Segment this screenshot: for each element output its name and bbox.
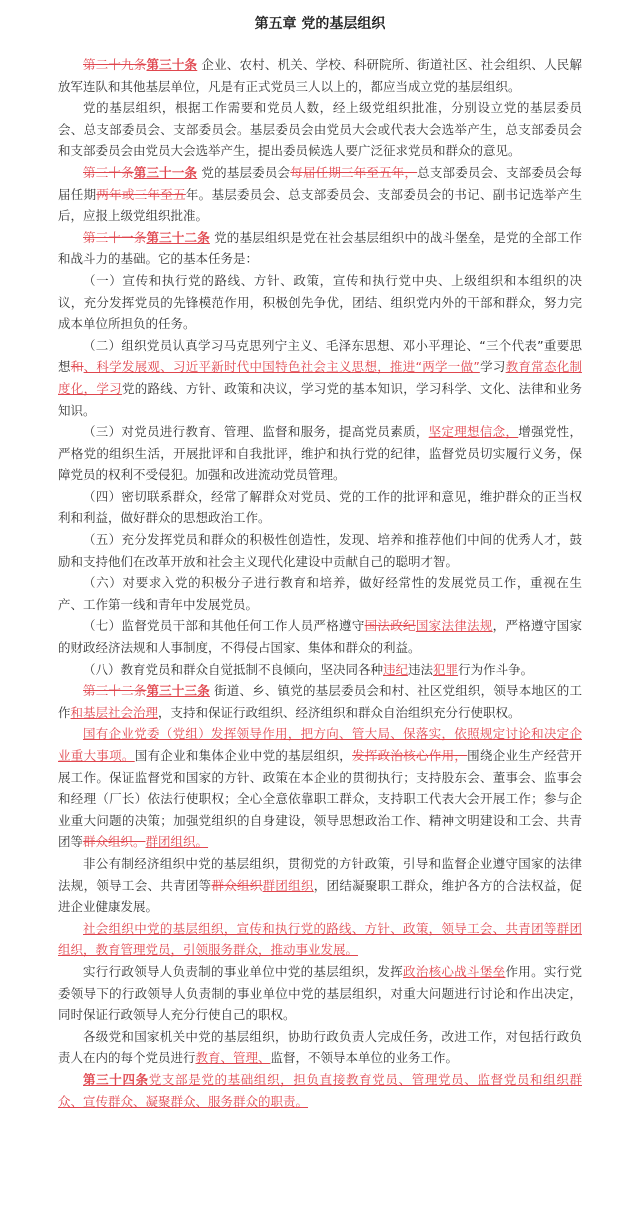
- text-run: 违法: [408, 661, 434, 677]
- text-run: （八）教育党员和群众自觉抵制不良倾向，坚决同各种: [83, 661, 384, 677]
- paragraph: [58, 1069, 582, 1112]
- deleted-text: 第三十条: [83, 164, 134, 180]
- inserted-text: 第三十一条: [133, 164, 198, 180]
- text-run: ，严格遵守国家的财政经济法规和人事制度，不得侵占国家、集体和群众的利益。: [58, 618, 582, 656]
- paragraph: [58, 162, 582, 227]
- text-run: （七）监督党员干部和其他任何工作人员严格遵守: [83, 618, 365, 634]
- text-run: 党的基层组织，根据工作需要和党员人数，经上级党组织批准，分别设立党的基层委员会、总支部委员会、支部委员会。基层委员会由党员大会或代表大会选举产生，总支部委员会和支部委员会由党员大会选举产生，提出委员候选人要广泛征求党员和群众的意见。: [58, 100, 582, 159]
- deleted-text: 和: [70, 359, 84, 375]
- text-run: 实行行政领导人负责制的事业单位中党的基层组织，发挥: [83, 963, 404, 979]
- inserted-text: 和基层社会治理: [70, 704, 159, 720]
- paragraph: [58, 421, 582, 486]
- text-run: 作用。实行党委领导下的行政领导人负责制的事业单位中党的基层组织，对重大问题进行讨论和作出决定，同时保证行政领导人充分行使自己的职权。: [58, 963, 582, 1023]
- text-run: 围绕企业生产经营开展工作。保证监督党和国家的方针、政策在本企业的贯彻执行；支持股东会、董事会、监事会和经理（厂长）依法行使职权；全心全意依靠职工群众，支持职工代表大会开展工作；参与企业重大问题的决策；加强党组织的自身建设，领导思想政治工作、精神文明建设和工会、共青团等: [58, 748, 582, 850]
- inserted-text: 第三十四条: [83, 1071, 149, 1087]
- deleted-text: 发挥政治核心作用，: [352, 748, 468, 763]
- paragraph: [58, 918, 582, 961]
- deleted-text: 群众组织: [211, 877, 263, 893]
- text-run: 行为作斗争。: [458, 661, 534, 677]
- text-run: 增强党性，严格党的组织生活，开展批评和自我批评，维护和执行党的纪律，监督党员切实履行义务，保障党员的权利不受侵犯。加强和改进流动党员管理。: [58, 424, 582, 483]
- inserted-text: 第三十条: [146, 57, 198, 72]
- deleted-text: 国法政纪: [364, 618, 416, 634]
- paragraph: [58, 961, 582, 1026]
- text-run: （一）宣传和执行党的路线、方针、政策，宣传和执行党中央、上级组织和本组织的决议，充分发挥党员的先锋模范作用，积极创先争优，团结、组织党内外的干部和群众，努力完成本单位所担负的任务。: [58, 272, 582, 332]
- text-run: （六）对要求入党的积极分子进行教育和培养，做好经常性的发展党员工作，重视在生产、工作第一线和青年中发展党员。: [58, 575, 582, 612]
- inserted-text: 国家法律法规: [415, 618, 493, 634]
- text-run: 监督，不领导本单位的业务工作。: [270, 1050, 459, 1066]
- text-run: 非公有制经济组织中党的基层组织，贯彻党的方针政策，引导和监督企业遵守国家的法律法规，领导工会、共青团等: [58, 855, 582, 893]
- inserted-text: 群团组织。: [145, 834, 209, 850]
- inserted-text: 教育、管理、: [195, 1050, 271, 1066]
- paragraph: [58, 853, 582, 918]
- deleted-text: 第三十一条: [83, 229, 147, 245]
- text-run: 党的基层组织是党在社会基层组织中的战斗堡垒，是党的全部工作和战斗力的基础。它的基本任务是：: [58, 229, 582, 267]
- paragraph: [58, 335, 582, 421]
- paragraph: [58, 572, 582, 615]
- paragraph: [58, 723, 582, 853]
- paragraph: [58, 486, 582, 529]
- inserted-text: 犯罪: [433, 661, 459, 677]
- paragraph: [58, 1026, 582, 1069]
- inserted-text: 第三十三条: [146, 683, 210, 699]
- inserted-text: 坚定理想信念，: [428, 424, 519, 440]
- text-run: 学习: [479, 359, 506, 375]
- paragraph: [58, 270, 582, 335]
- text-run: 各级党和国家机关中党的基层组织，协助行政负责人完成任务，改进工作，对包括行政负责人在内的每个党员进行: [58, 1028, 582, 1066]
- deleted-text: 第三十二条: [83, 683, 147, 699]
- inserted-text: 国有企业党委（党组）发挥领导作用，把方向、管大局、保落实，依照规定讨论和决定企业重大事项。: [58, 726, 582, 763]
- inserted-text: 教育常态化制度化，学习: [58, 359, 582, 396]
- text-run: 企业、农村、机关、学校、科研院所、街道社区、社会组织、人民解放军连队和其他基层单位，凡是有正式党员三人以上的，都应当成立党的基层组织。: [58, 57, 582, 94]
- inserted-text: 第三十二条: [146, 229, 210, 245]
- paragraph: [58, 659, 582, 681]
- paragraph: [58, 615, 582, 658]
- text-run: 年。基层委员会、总支部委员会、支部委员会的书记、副书记选举产生后，应报上级党组织批准。: [58, 186, 582, 224]
- inserted-text: 群团组织: [262, 877, 314, 893]
- text-run: 党的路线、方针、政策和决议，学习党的基本知识，学习科学、文化、法律和业务知识。: [58, 380, 582, 418]
- deleted-text: 两年或三年至五: [96, 186, 186, 202]
- text-run: （二）组织党员认真学习马克思列宁主义、毛泽东思想、邓小平理论、“三个代表”重要思想: [58, 337, 582, 375]
- text-run: （五）充分发挥党员和群众的积极性创造性，发现、培养和推荐他们中间的优秀人才，鼓励和支持他们在改革开放和社会主义现代化建设中贡献自己的聪明才智。: [58, 532, 582, 569]
- text-run: ，团结凝聚职工群众，维护各方的合法权益，促进企业健康发展。: [58, 877, 582, 915]
- document-body: [58, 54, 582, 1112]
- deleted-text: 第二十九条: [83, 57, 147, 72]
- paragraph: [58, 680, 582, 723]
- inserted-text: 、习近平新时代中国特色社会主义思想，推进“两学一做”: [160, 359, 480, 375]
- deleted-text: 每届任期三年至五年，: [290, 164, 418, 180]
- text-run: 街道、乡、镇党的基层委员会和村、社区党组织，领导本地区的工作: [58, 683, 582, 720]
- deleted-text: 群众组织。: [83, 834, 146, 850]
- inserted-text: 、科学发展观: [83, 359, 161, 375]
- text-run: 党的基层委员会: [197, 164, 291, 180]
- paragraph: [58, 54, 582, 97]
- text-run: 总支部委员会、支部委员会每届任期: [58, 164, 582, 202]
- chapter-title: 第五章 党的基层组织: [254, 16, 386, 32]
- text-run: 国有企业和集体企业中党的基层组织，: [134, 748, 353, 763]
- text-run: （四）密切联系群众，经常了解群众对党员、党的工作的批评和意见，维护群众的正当权利和利益，做好群众的思想政治工作。: [58, 488, 582, 526]
- inserted-text: 社会组织中党的基层组织，宣传和执行党的路线、方针、政策，领导工会、共青团等群团组织，教育管理党员，引领服务群众，推动事业发展。: [58, 920, 582, 958]
- inserted-text: 违纪: [383, 661, 409, 677]
- paragraph: [58, 529, 582, 572]
- text-run: ，支持和保证行政组织、经济组织和群众自治组织充分行使职权。: [158, 704, 521, 720]
- inserted-text: 党支部是党的基础组织，担负直接教育党员、管理党员、监督党员和组织群众、宣传群众、凝聚群众、服务群众的职责。: [58, 1071, 582, 1109]
- paragraph: [58, 227, 582, 270]
- inserted-text: 政治核心战斗堡垒: [403, 963, 506, 979]
- paragraph: [58, 97, 582, 162]
- text-run: （三）对党员进行教育、管理、监督和服务，提高党员素质，: [83, 424, 429, 440]
